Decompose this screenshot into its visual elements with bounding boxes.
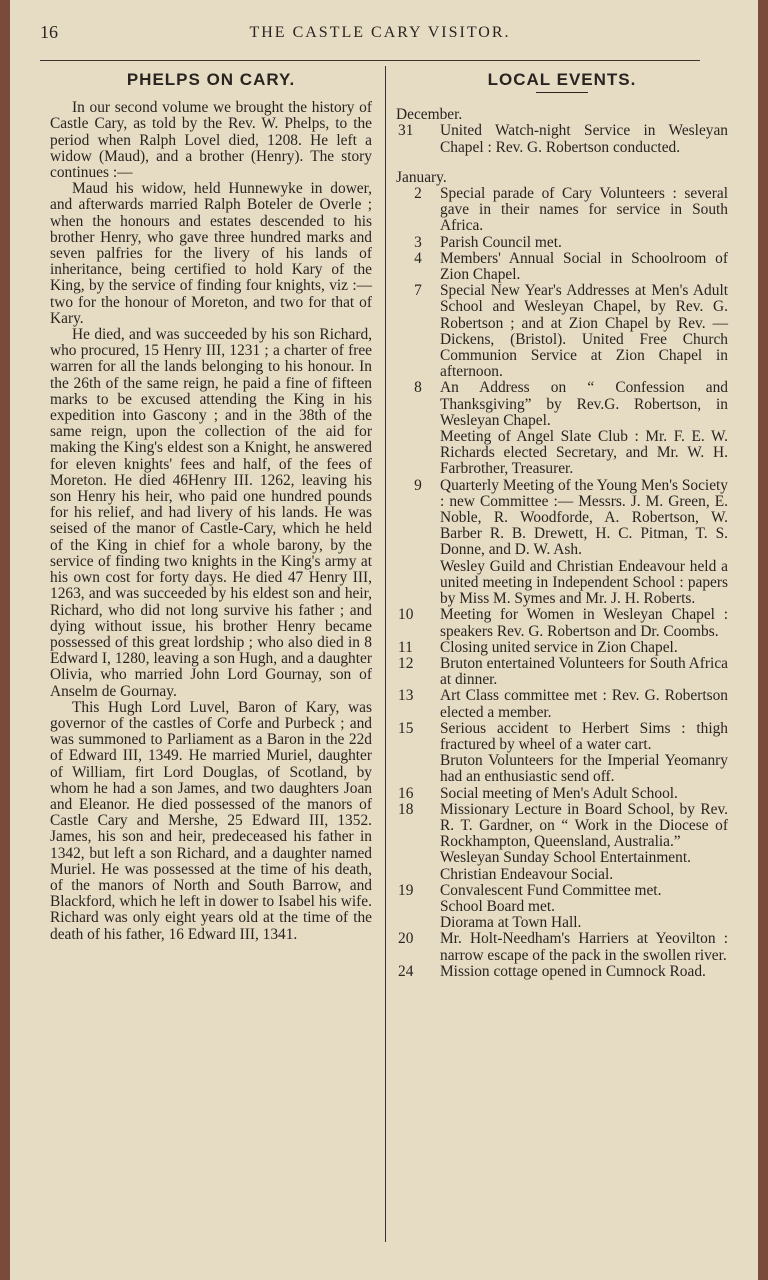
month-heading: January. [396,168,447,186]
event-day: 12 [398,654,414,672]
article-body [50,100,372,943]
event-entry [396,753,728,785]
event-entry [396,656,728,688]
event-text: Wesley Guild and Christian Endeavour held a united meeting in Independent School : papers by Miss M. Symes and Mr. J. H. Roberts. [440,557,728,608]
event-text: Special New Year's Addresses at Men's Adult School and Wesleyan Chapel, by Rev. G. Robertson ; and at Zion Chapel by Rev. — Dickens, (Bristol). United Free Church Communion Service at Zion Chapel in afternoon. [440,282,728,381]
event-entry [396,186,728,235]
event-entry [396,915,728,931]
event-entry [396,429,728,478]
title-dash [536,92,588,93]
event-text: Members' Annual Social in Schoolroom of Zion Chapel. [440,249,728,284]
event-text: Special parade of Cary Volunteers : several gave in their names for service in South Africa. [440,185,728,235]
event-entry [396,283,728,380]
event-entry [396,688,728,720]
event-entry [396,559,728,608]
event-entry [396,883,728,899]
column-divider [385,66,386,1242]
event-entry [396,802,728,851]
event-day: 31 [398,122,414,140]
article-paragraph: This Hugh Lord Luvel, Baron of Kary, was governor of the castles of Corfe and Purbeck ; and was summoned to Parliament as a Baron in the 22d of Edward III, 1349. He married Muriel, daughter of William, firt Lord Douglas, of Scotland, by whom he had a son James, and two daughters Joan and Eleanor. He died possessed of the manors of Castle Cary and Mershe, 25 Edward III, 1352. James, his son and heir, predeceased his father in 1342, but left a son Richard, and a daughter named Muriel. He was possessed at the time of his death, of the manors of North and South Barrow, and Blackford, which he left in dower to Isabel his wife. Richard was only eight years old at the time of the death of his father, 16 Edward III, 1341. [50,698,372,943]
month-heading: December. [396,106,463,124]
event-day: 16 [398,784,414,802]
event-entry [396,251,728,283]
local-events [396,66,728,980]
january-events [396,186,728,980]
event-entry [396,931,728,963]
event-entry [396,899,728,915]
event-entry [396,607,728,639]
event-entry [396,850,728,866]
event-day [396,559,440,608]
event-day: 19 [398,881,414,899]
event-text: Meeting of Angel Slate Club : Mr. F. E. W. Richards elected Secretary, and Mr. W. H. Farbrother, Treasurer. [440,428,728,478]
december-events [396,123,728,155]
event-entry [396,640,728,656]
event-day: 24 [398,962,414,980]
event-day: 4 [414,249,422,267]
event-day: 13 [398,687,414,705]
event-day: 9 [414,476,422,494]
page [10,0,758,1280]
event-text: Missionary Lecture in Board School, by Rev. R. T. Gardner, on “ Work in the Diocese of Rockhampton, Queensland, Australia.” [440,800,728,851]
events-title: LOCAL EVENTS. [487,70,637,89]
event-text: Convalescent Fund Committee met. [440,881,662,899]
event-text: Closing united service in Zion Chapel. [440,638,678,656]
event-day: 2 [414,185,422,203]
event-day [396,915,440,931]
event-entry [396,867,728,883]
event-day: 15 [398,719,414,737]
event-day [396,753,440,785]
event-day: 20 [398,930,414,948]
event-day: 10 [398,606,414,624]
event-day: 8 [414,379,422,397]
event-entry [396,721,728,753]
running-title: THE CASTLE CARY VISITOR. [249,24,511,41]
article-paragraph: In our second volume we brought the history of Castle Cary, as told by the Rev. W. Phelps, to the period when Ralph Lovel died, 1208. He left a widow (Maud), and a brother (Henry). The story continues :— [50,99,372,182]
event-text: Bruton Volunteers for the Imperial Yeomanry had an enthusiastic send off. [440,752,728,786]
page-header [40,22,720,48]
event-day: 11 [398,638,413,656]
header-rule [40,60,700,61]
article-paragraph: Maud his widow, held Hunnewyke in dower, and afterwards married Ralph Boteler de Overle ; when the honours and estates descended to his brother Henry, who gave three hundred marks and seven palfries for the livery of his lands of inheritance, being certified to hold Kary of the King, by the service of finding four knights, viz :—two for the honour of Moreton, and two for that of Kary. [50,180,372,327]
event-text: Quarterly Meeting of the Young Men's Society : new Committee :— Messrs. J. M. Green, E. Noble, R. Woodforde, A. Robertson, W. Barber R. B. Drewett, H. C. Pitman, T. S. Donne, and D. W. Ash. [440,476,728,559]
event-text: United Watch-night Service in Wesleyan Chapel : Rev. G. Robertson conducted. [440,122,728,156]
event-entry [396,478,728,559]
event-text: Parish Council met. [440,233,562,251]
page-number: 16 [40,22,58,42]
event-text: Bruton entertained Volunteers for South Africa at dinner. [440,654,728,689]
event-text: Mr. Holt-Needham's Harriers at Yeovilton : narrow escape of the pack in the swollen river. [440,930,728,964]
event-day: 18 [398,800,414,818]
event-text: Serious accident to Herbert Sims : thigh fractured by wheel of a water cart. [440,719,728,753]
event-day: 3 [414,233,422,251]
event-entry [396,235,728,251]
event-day: 7 [414,282,422,300]
event-entry [396,123,728,155]
article-paragraph: He died, and was succeeded by his son Richard, who procured, 15 Henry III, 1231 ; a charter of free warren for all the lands belonging to his honour. In the 26th of the same reign, he paid a fine of fifteen marks to be excused attending the King in his expedition into Gascony ; and in the 38th of the same reign, upon the collection of the aid for making the King's eldest son a Knight, he answered for eleven knights' fees and half, of the fees of Moreton. He died 46Henry III. 1262, leaving his son Henry his heir, who paid one hundred pounds for his relief, and had livery of his lands. He was seised of the manor of Castle-Cary, which he held of the King in chief for a whole barony, by the service of finding two knights in the King's army at his own cost for forty days. He died 47 Henry III, 1263, and was succeeded by his eldest son and heir, Richard, who did not long survive his father ; and dying without issue, his brother Henry became possessed of this great lordship ; who also died in 8 Edward I, 1280, leaving a son Hugh, and a daughter Olivia, who married John Lord Gournay, son of Anselm de Gournay. [50,326,372,700]
event-entry [396,964,728,980]
event-text: Christian Endeavour Social. [440,865,614,883]
article-title: PHELPS ON CARY. [126,70,296,89]
article-phelps-on-cary [50,66,372,943]
event-entry [396,786,728,802]
event-text: An Address on “ Confession and Thanksgiving” by Rev.G. Robertson, in Wesleyan Chapel. [440,379,728,429]
event-text: Mission cottage opened in Cumnock Road. [440,962,706,980]
event-day [396,867,440,883]
event-day [396,850,440,866]
event-text: Social meeting of Men's Adult School. [440,784,678,802]
event-text: Meeting for Women in Wesleyan Chapel : speakers Rev. G. Robertson and Dr. Coombs. [440,606,728,640]
event-text: Art Class committee met : Rev. G. Robertson elected a member. [440,687,728,721]
event-text: Wesleyan Sunday School Entertainment. [440,849,691,867]
event-day [396,899,440,915]
event-text: Diorama at Town Hall. [440,914,582,932]
event-day [396,429,440,478]
event-entry [396,380,728,429]
event-text: School Board met. [440,897,555,915]
